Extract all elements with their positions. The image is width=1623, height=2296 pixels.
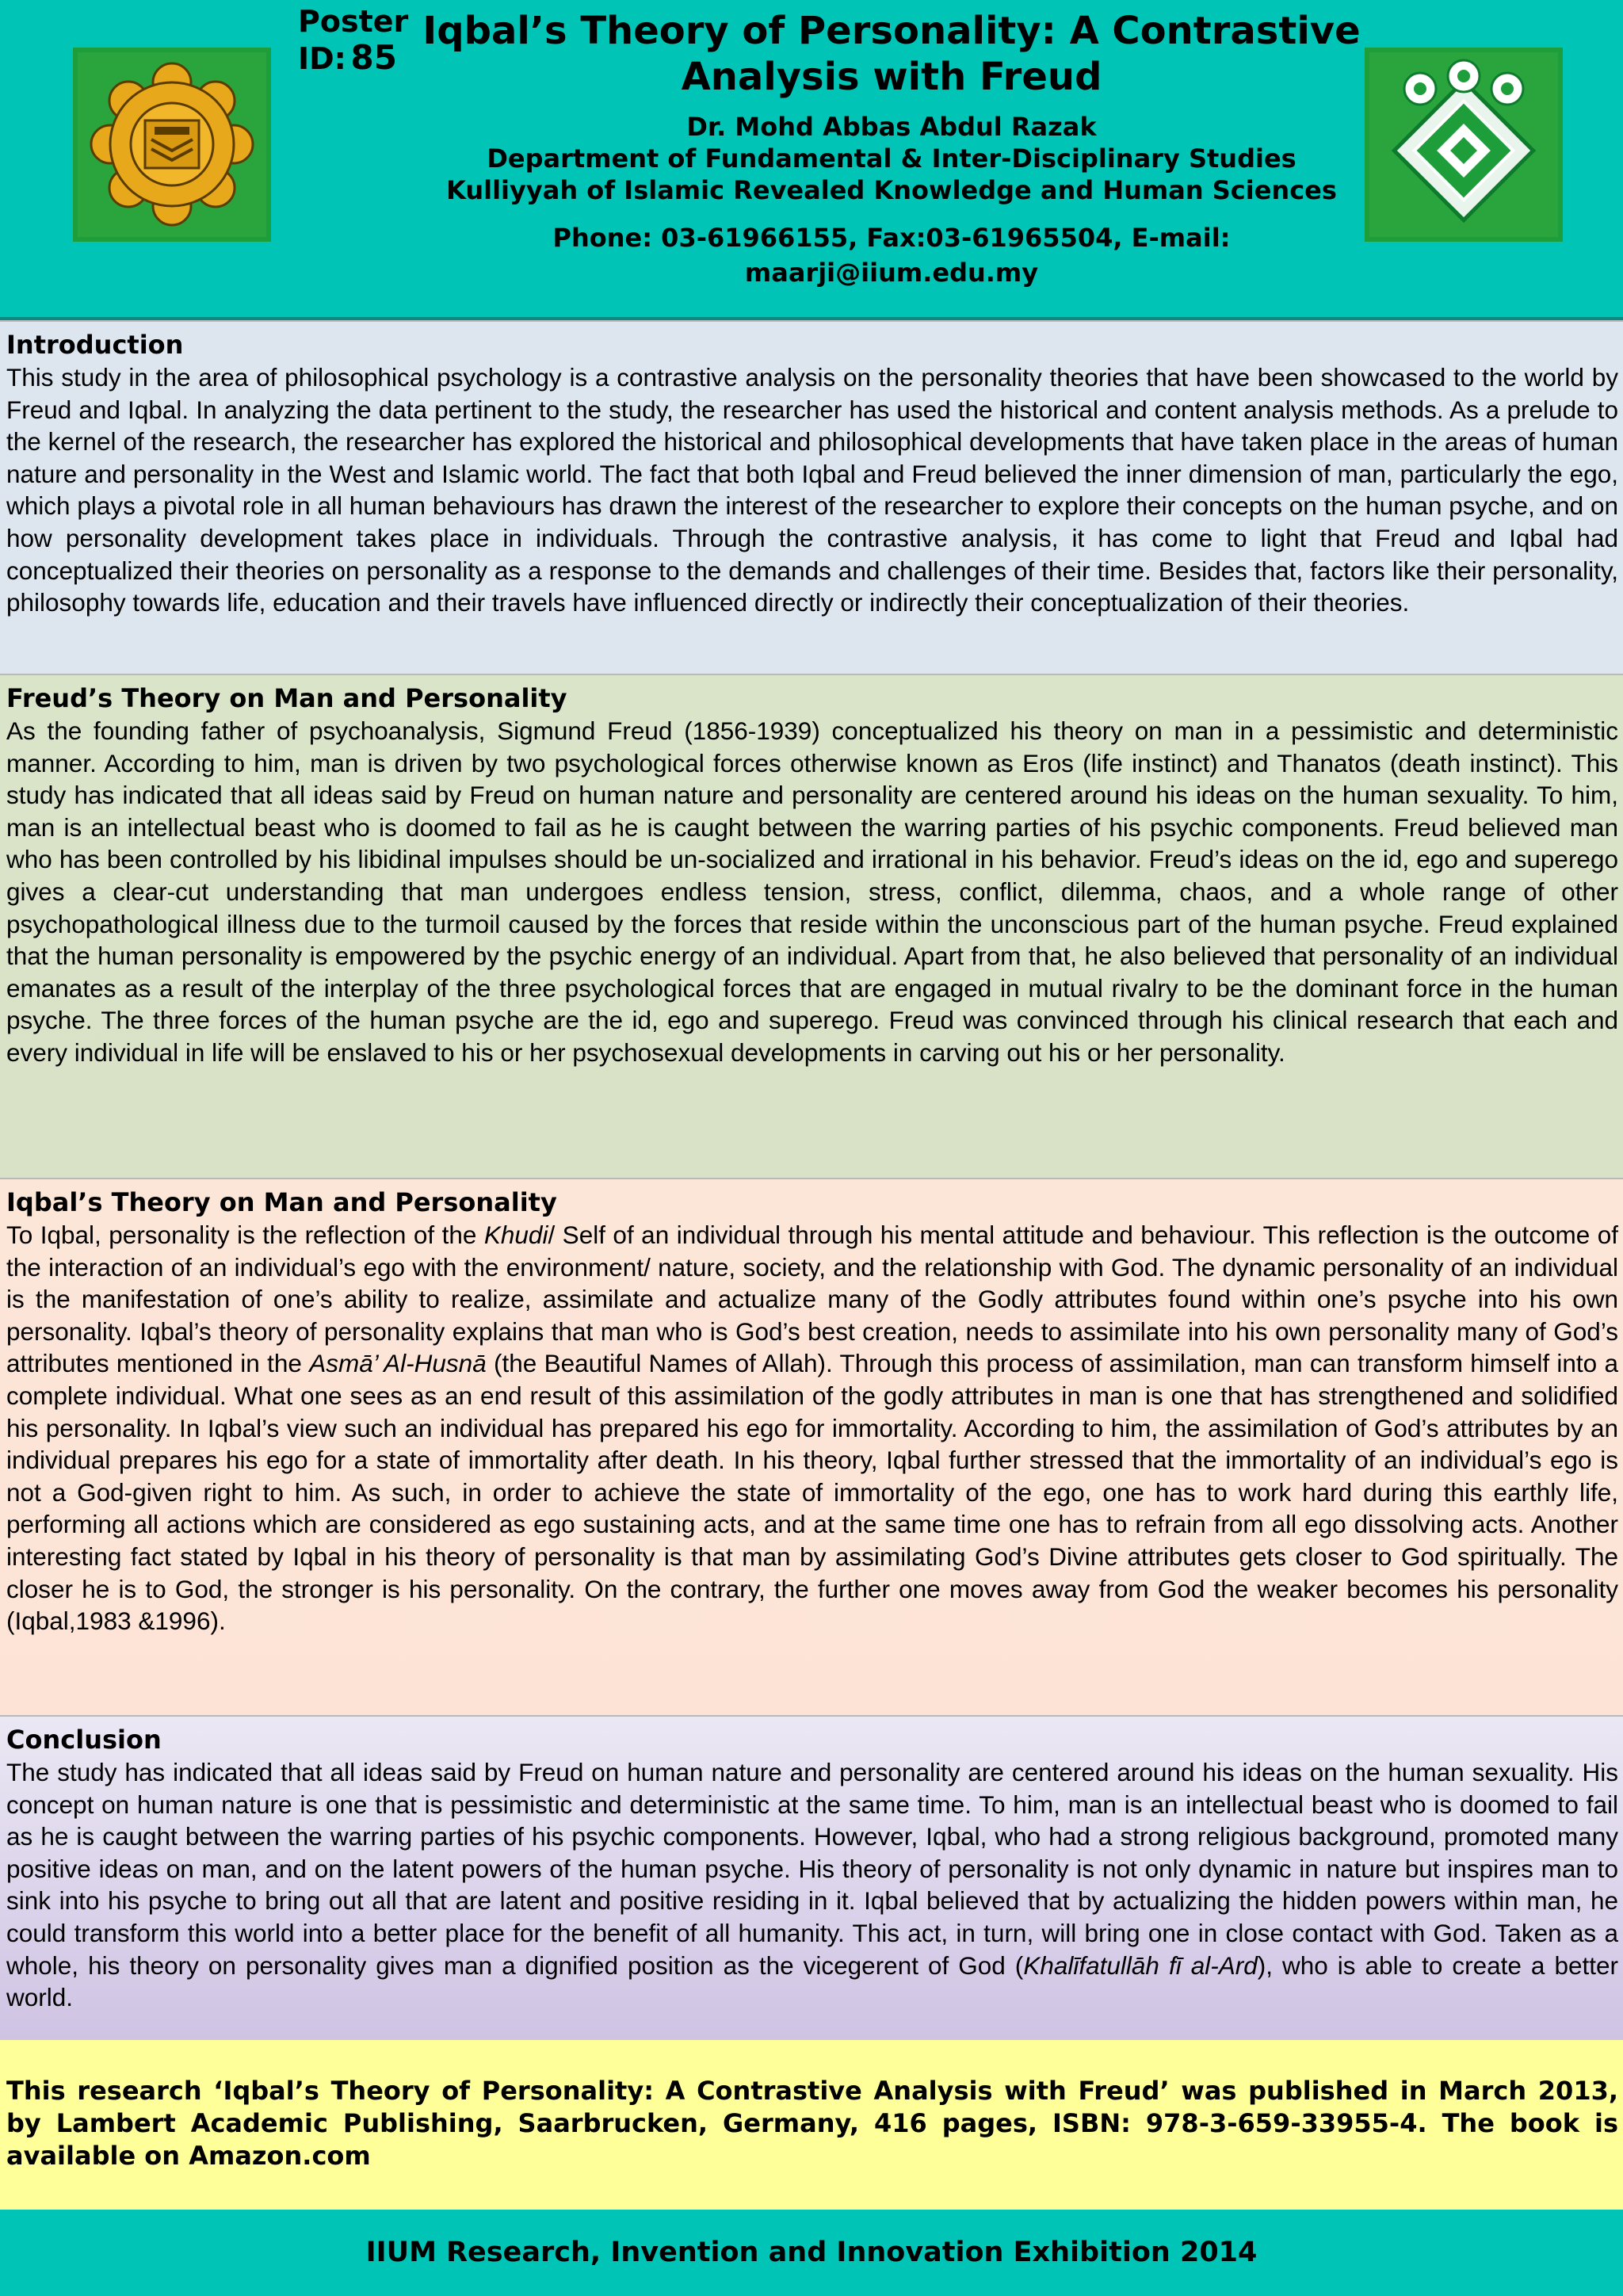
khalifatullah-term: Khalīfatullāh fī al-Ard bbox=[1023, 1950, 1258, 1980]
iqbal-text-part: To Iqbal, personality is the reflection of the bbox=[6, 1221, 484, 1249]
author-affiliation bbox=[341, 111, 1442, 206]
conclusion-text bbox=[6, 1756, 1618, 2014]
publication-note: This research ‘Iqbal’s Theory of Personality: A Contrastive Analysis with Freud’ was published in March 2013, by Lambert Academic Publishing, Saarbrucken, Germany, 416 pages, ISBN: 978-3-659-33955-4. The book is available on Amazon.com bbox=[0, 2040, 1623, 2210]
poster-label: Poster bbox=[298, 4, 409, 39]
contact-info: Phone: 03-61966155, Fax:03-61965504, E-mail: maarji@iium.edu.my bbox=[552, 223, 1231, 288]
iium-crest-icon bbox=[73, 48, 271, 242]
conclusion-text-part: ), who is able to create a better world. bbox=[6, 1950, 1619, 2012]
introduction-text: This study in the area of philosophical psychology is a contrastive analysis on the personality theories that have been showcased to the world by Freud and Iqbal. In analyzing the data pertinent to the study, the researcher has used the historical and content analysis methods. As a prelude to the kernel of the research, the researcher has explored the historical and philosophical developments that have taken place in the areas of human nature and personality in the West and Islamic world. The fact that both Iqbal and Freud believed the inner dimension of man, particularly the ego, which plays a pivotal role in all human behaviours has drawn the interest of the researcher to explore their concepts on the human psyche, and on how personality development takes place in individuals. Through the contrastive analysis, it has come to light that Freud and Iqbal had conceptualized their theories on personality as a response to the demands and challenges of their time. Besides that, factors like their personality, philosophy towards life, education and their travels have influenced directly or indirectly their conceptualization of their theories. bbox=[6, 363, 1618, 617]
khudi-term: Khudi bbox=[483, 1221, 548, 1249]
kirkhs-emblem-icon bbox=[1365, 48, 1563, 242]
id-label: ID: bbox=[298, 41, 346, 76]
iqbal-section bbox=[0, 1178, 1623, 1715]
poster-title: Iqbal’s Theory of Personality: A Contrastive Analysis with Freud bbox=[422, 9, 1361, 99]
conclusion-heading: Conclusion bbox=[6, 1725, 162, 1755]
conclusion-section bbox=[0, 1715, 1623, 2040]
freud-text: As the founding father of psychoanalysis, Sigmund Freud (1856-1939) conceptualized his theory on man in a pessimistic and deterministic manner. According to him, man is driven by two psychological forces otherwise known as Eros (life instinct) and Thanatos (death instinct). This study has indicated that all ideas said by Freud on human nature and personality are centered around his ideas on the human sexuality. To him, man is an intellectual beast who is doomed to fail as he is caught between the warring parties of his psychic components. Freud believed man who has been controlled by his libidinal impulses should be un-socialized and irrational in his behavior. Freud’s ideas on the id, ego and superego gives a clear-cut understanding that man undergoes endless tension, stress, conflict, dilemma, chaos, and a whole range of other psychopathological illness due to the turmoil caused by the forces that reside within the unconscious part of the human psyche. Freud explained that the human personality is empowered by the psychic energy of an individual. Apart from that, he also believed that personality of an individual emanates as a result of the interplay of the three psychological forces that are engaged in mutual rivalry to be the dominant force in the human psyche. The three forces of the human psyche are the id, ego and superego. Freud was convinced through his clinical research that each and every individual in life will be enslaved to his or her psychosexual developments in carving out his or her personality. bbox=[6, 716, 1618, 1067]
poster-header bbox=[0, 0, 1623, 317]
freud-section bbox=[0, 674, 1623, 1178]
introduction-heading: Introduction bbox=[6, 330, 184, 360]
author-name: Dr. Mohd Abbas Abdul Razak bbox=[686, 112, 1097, 142]
iqbal-text bbox=[6, 1219, 1618, 1637]
iqbal-text-part: (the Beautiful Names of Allah). Through this process of assimilation, man can transform himself into a complete individual. What one sees as an end result of this assimilation of the godly attributes in man is one that has strengthened and solidified his personality. In Iqbal’s view such an individual has prepared his ego for immortality. According to him, the assimilation of God’s attributes by an individual prepares his ego for a state of immortality after death. In his theory, Iqbal further stressed that the immortality of an individual’s ego is not a God-given right to him. As such, in order to achieve the state of immortality of the ego, one has to work hard during this earthly life, performing all actions which are considered as ego sustaining acts, and at the same time one has to refrain from all ego dissolving acts. Another interesting fact stated by Iqbal in his theory of personality is that man by assimilating God’s Divine attributes gets closer to God spiritually. The closer he is to God, the stronger is his personality. On the contrary, the further one moves away from God the weaker becomes his personality (Iqbal,1983 &1996). bbox=[6, 1349, 1618, 1636]
introduction-section bbox=[0, 320, 1623, 674]
kulliyyah-name: Kulliyyah of Islamic Revealed Knowledge and Human Sciences bbox=[446, 175, 1337, 205]
iqbal-heading: Iqbal’s Theory on Man and Personality bbox=[6, 1187, 557, 1217]
conclusion-text-part: The study has indicated that all ideas said by Freud on human nature and personality are centered around his ideas on the human sexuality. His concept on human nature is one that is pessimistic and deterministic at the same time. To him, man is an intellectual beast who is doomed to fail as he is caught between the warring parties of his psychic components. However, Iqbal, who had a strong religious background, promoted many positive ideas on man, and on the latent powers of the human psyche. His theory of personality is not only dynamic in nature but inspires man to sink into his psyche to bring out all that are latent and positive residing in it. Iqbal believed that by actualizing the hidden powers within man, he could transform this world into a better place for the benefit of all humanity. This act, in turn, will bring one in close contact with God. Taken as a whole, his theory on personality gives man a dignified position as the vicegerent of God ( bbox=[6, 1758, 1618, 1980]
exhibition-footer: IIUM Research, Invention and Innovation Exhibition 2014 bbox=[0, 2210, 1623, 2296]
freud-heading: Freud’s Theory on Man and Personality bbox=[6, 683, 567, 713]
department-name: Department of Fundamental & Inter-Disciplinary Studies bbox=[487, 143, 1296, 174]
asma-al-husna-term: Asmā’ Al-Husnā bbox=[309, 1349, 487, 1378]
poster-id bbox=[298, 3, 408, 83]
iqbal-text-part: / Self of an individual through his mental attitude and behaviour. This reflection is the outcome of the interaction of an individual’s ego with the environment/ nature, society, and the relationship with God. The dynamic personality of an individual is the manifestation of one’s ability to realize, assimilate and actualize many of the Godly attributes found within one’s psyche into his own personality. Iqbal’s theory of personality explains that man who is God’s best creation, needs to assimilate into his own personality many of God’s attributes mentioned in the bbox=[6, 1221, 1618, 1378]
id-number: 85 bbox=[350, 38, 397, 77]
